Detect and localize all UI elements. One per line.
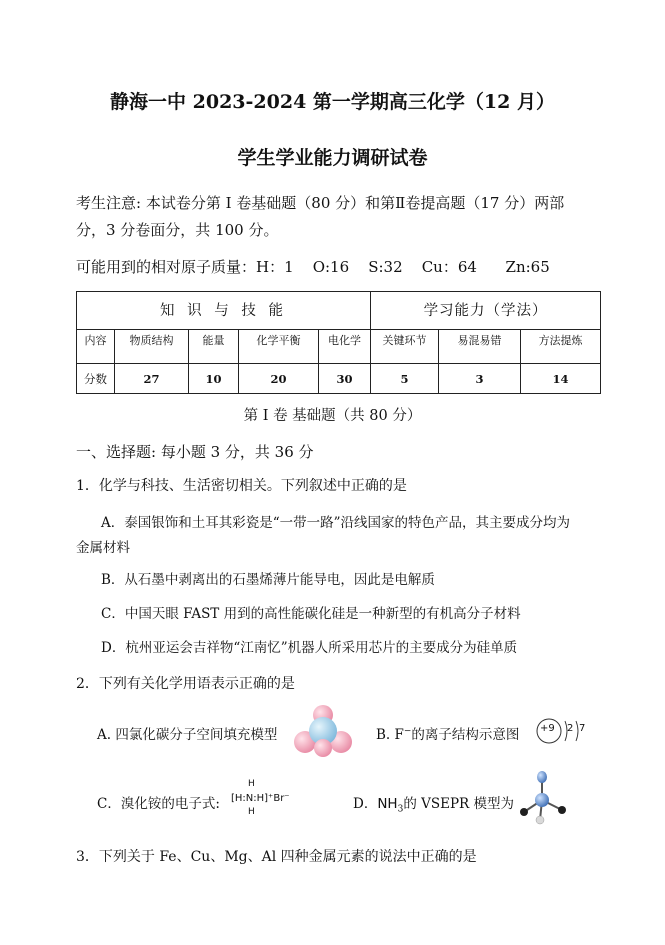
column-score: 20 [239,364,319,394]
question-2-option-b: B. F−的离子结构示意图 [376,726,520,743]
electron-formula-h-top: H [248,779,255,789]
column-score: 10 [189,364,239,394]
column-score: 27 [115,364,189,394]
row-label-score: 分数 [77,364,115,394]
atomic-masses: 可能用到的相对原子质量：H：1 O:16 S:32 Cu：64 Zn:65 [76,258,550,276]
column-name: 关键环节 [371,330,439,364]
question-2-option-d: D．$NH_3$的 VSEPR 模型为 [353,796,514,815]
column-score: 14 [521,364,601,394]
column-score: 30 [319,364,371,394]
row-label-content: 内容 [77,330,115,364]
nh3-vsepr-model-icon [514,768,572,826]
column-name: 方法提炼 [521,330,601,364]
fluoride-ion-structure-diagram [536,716,586,746]
question-1-option-d: D．杭州亚运会吉祥物“江南忆”机器人所采用芯片的主要成分为硅单质 [101,640,518,656]
column-score: 5 [371,364,439,394]
question-3-stem: 3．下列关于 Fe、Cu、Mg、Al 四种金属元素的说法中正确的是 [76,849,477,865]
question-1-stem: 1．化学与科技、生活密切相关。下列叙述中正确的是 [76,478,407,494]
ion-shell-2-electrons: 7 [579,723,586,734]
ammonium-bromide-electron-formula: [H:N:H]⁺Br⁻ [231,793,290,804]
column-score: 3 [439,364,521,394]
question-1-option-a: A．泰国银饰和土耳其彩瓷是“一带一路”沿线国家的特色产品，其主要成分均为 [101,515,571,531]
column-name: 能量 [189,330,239,364]
column-name: 化学平衡 [239,330,319,364]
question-2-option-c: C．溴化铵的电子式: [97,796,220,812]
ccl4-space-filling-model-icon [293,704,353,758]
table-group-knowledge: 知 识 与 技 能 [77,292,371,330]
electron-formula-h-bottom: H [248,807,255,817]
part-1-title: 一、选择题: 每小题 3 分，共 36 分 [76,443,314,461]
question-1-option-c: C．中国天眼 FAST 用到的高性能碳化硅是一种新型的有机高分子材料 [101,606,521,622]
question-2-stem: 2．下列有关化学用语表示正确的是 [76,676,295,692]
ion-shell-1-electrons: 2 [567,723,574,734]
question-2-option-a: A. 四氯化碳分子空间填充模型 [97,727,278,743]
question-1-option-a-cont: 金属材料 [76,540,130,556]
section-1-title: 第 I 卷 基础题（共 80 分） [243,408,422,424]
column-name: 电化学 [319,330,371,364]
ion-nucleus-charge: +9 [540,723,555,734]
table-group-ability: 学习能力（学法） [371,292,601,330]
exam-subtitle: 学生学业能力调研试卷 [237,147,428,169]
column-name: 物质结构 [115,330,189,364]
exam-title: 静海一中 2023-2024 第一学期高三化学（12 月） [110,91,555,113]
column-name: 易混易错 [439,330,521,364]
notice-line-1: 考生注意: 本试卷分第 I 卷基础题（80 分）和第Ⅱ卷提高题（17 分）两部 [76,194,565,212]
question-1-option-b: B．从石墨中剥离出的石墨烯薄片能导电，因此是电解质 [101,572,435,588]
score-distribution-table [76,291,601,394]
notice-line-2: 分，3 分卷面分，共 100 分。 [76,221,279,239]
